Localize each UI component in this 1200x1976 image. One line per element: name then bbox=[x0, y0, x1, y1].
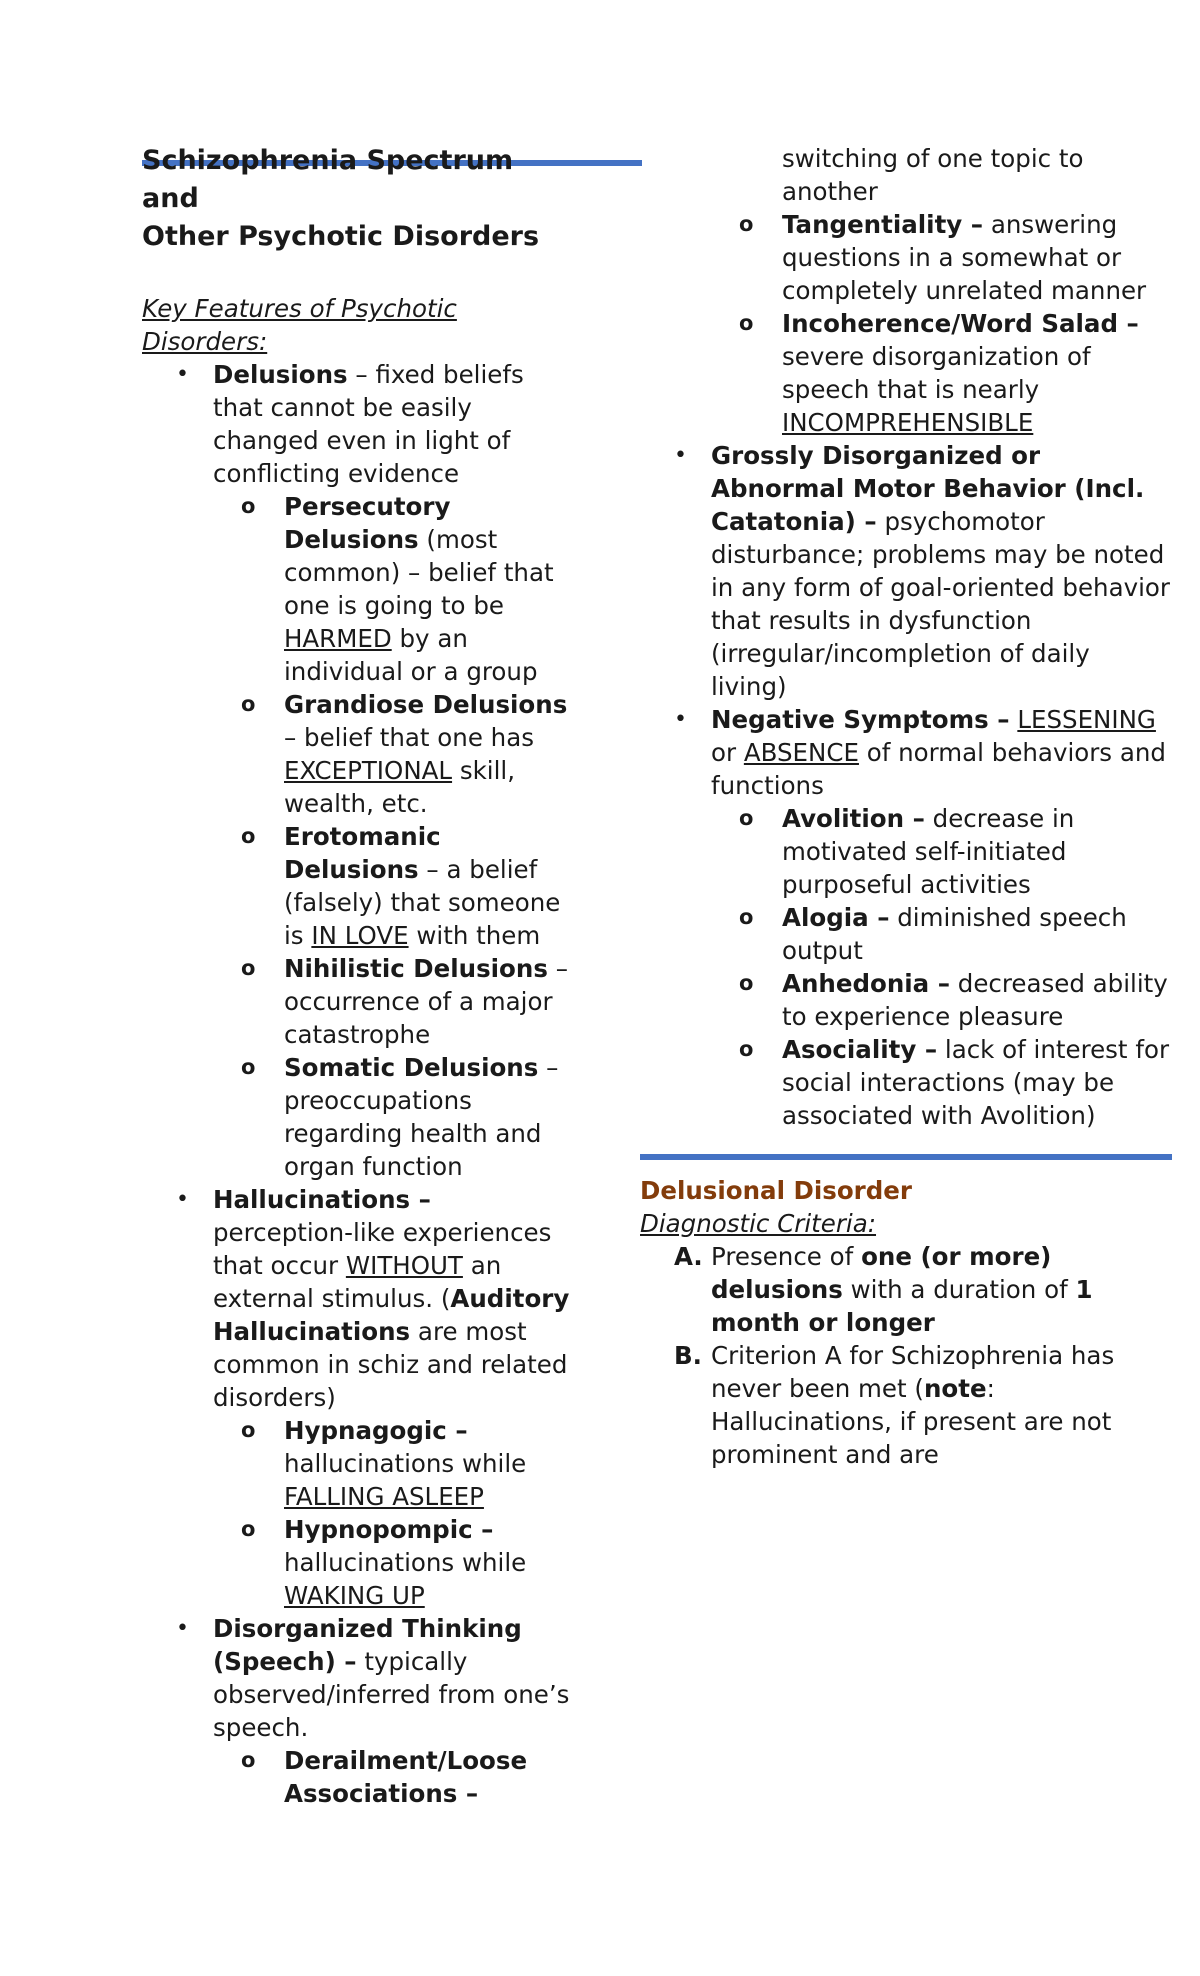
list-item-disorganized-thinking bbox=[142, 1612, 572, 1810]
desc-end: skill, wealth, etc. bbox=[284, 756, 516, 818]
term: Hypnagogic – bbox=[284, 1416, 468, 1445]
list-item-incoherence bbox=[640, 307, 1170, 439]
desc-end: with them bbox=[408, 921, 541, 950]
emphasis: FALLING ASLEEP bbox=[284, 1482, 484, 1511]
emphasis: HARMED bbox=[284, 624, 392, 653]
list-item-tangentiality bbox=[640, 208, 1170, 307]
criterion-label: B. bbox=[674, 1341, 702, 1370]
term: Anhedonia – bbox=[782, 969, 950, 998]
sub-marker: o bbox=[739, 905, 754, 929]
desc: switching of one topic to another bbox=[782, 144, 1084, 206]
emphasis: INCOMPREHENSIBLE bbox=[782, 408, 1034, 437]
list-item-delusions bbox=[142, 358, 572, 1183]
desc: decrease in motivated self-initiated purposeful activities bbox=[782, 804, 1075, 899]
term: Delusions bbox=[213, 360, 348, 389]
key-features-heading: Key Features of Psychotic Disorders: bbox=[142, 294, 457, 356]
right-column bbox=[640, 142, 1170, 1471]
emphasis: WAKING UP bbox=[284, 1581, 425, 1610]
emphasis: IN LOVE bbox=[311, 921, 409, 950]
desc: Presence of bbox=[711, 1242, 862, 1271]
desc-end: by an individual or a group bbox=[284, 624, 538, 686]
term: Erotomanic Delusions bbox=[284, 822, 441, 884]
bullet-marker: • bbox=[674, 707, 687, 732]
sub-marker: o bbox=[241, 824, 256, 848]
criterion-a bbox=[640, 1240, 1170, 1339]
desc: – preoccupations regarding health and organ function bbox=[284, 1053, 559, 1181]
sub-marker: o bbox=[739, 971, 754, 995]
list-item-derailment bbox=[213, 1744, 572, 1810]
list-item-motor-behavior bbox=[640, 439, 1170, 703]
term: Hypnopompic – bbox=[284, 1515, 494, 1544]
left-column bbox=[142, 142, 572, 1810]
desc: lack of interest for social interactions (may be associated with Avolition) bbox=[782, 1035, 1170, 1130]
bullet-marker: • bbox=[176, 362, 189, 387]
desc: of normal behaviors and functions bbox=[711, 738, 1166, 800]
term: Derailment/Loose Associations – bbox=[284, 1746, 528, 1808]
page-title bbox=[142, 142, 572, 256]
emphasis: EXCEPTIONAL bbox=[284, 756, 453, 785]
desc: hallucinations while bbox=[284, 1548, 527, 1577]
list-item-hallucinations bbox=[142, 1183, 572, 1612]
section-subtitle: Diagnostic Criteria: bbox=[640, 1209, 877, 1238]
desc: answering questions in a somewhat or completely unrelated manner bbox=[782, 210, 1147, 305]
term: Alogia – bbox=[782, 903, 890, 932]
list-item-grandiose bbox=[213, 688, 572, 820]
term: Grandiose Delusions bbox=[284, 690, 568, 719]
sub-marker: o bbox=[739, 212, 754, 236]
key-features-list bbox=[142, 358, 572, 1810]
emphasis: note bbox=[923, 1374, 987, 1403]
thinking-types-right bbox=[640, 142, 1170, 439]
title-line-2: Other Psychotic Disorders bbox=[142, 221, 540, 252]
sub-marker: o bbox=[241, 1517, 256, 1541]
list-item-alogia bbox=[711, 901, 1170, 967]
desc: – occurrence of a major catastrophe bbox=[284, 954, 568, 1049]
term: Disorganized Thinking (Speech) – bbox=[213, 1614, 522, 1676]
desc: are most common in schiz and related disorders) bbox=[213, 1317, 568, 1412]
sub-marker: o bbox=[241, 692, 256, 716]
symptoms-list-right bbox=[640, 439, 1170, 1132]
list-item-persecutory bbox=[213, 490, 572, 688]
desc: psychomotor disturbance; problems may be noted in any form of goal-oriented behavior that results in dysfunction (irregular/incompletion of daily living) bbox=[711, 507, 1170, 701]
desc: typically observed/inferred from one’s speech. bbox=[213, 1647, 570, 1742]
term: Tangentiality – bbox=[782, 210, 984, 239]
term: Persecutory Delusions bbox=[284, 492, 451, 554]
desc: severe disorganization of speech that is nearly bbox=[782, 342, 1091, 404]
emphasis: WITHOUT bbox=[345, 1251, 463, 1280]
list-item-avolition bbox=[711, 802, 1170, 901]
section-title: Delusional Disorder bbox=[640, 1176, 912, 1205]
term: Nihilistic Delusions bbox=[284, 954, 548, 983]
thinking-types-left bbox=[213, 1744, 572, 1810]
term: Avolition – bbox=[782, 804, 925, 833]
desc: (most common) – belief that one is going to be bbox=[284, 525, 554, 620]
list-item-derailment-cont bbox=[640, 142, 1170, 208]
desc: – belief that one has bbox=[284, 723, 534, 752]
list-item-hypnopompic bbox=[213, 1513, 572, 1612]
criteria-list bbox=[640, 1240, 1170, 1471]
bullet-marker: • bbox=[674, 443, 687, 468]
term: Hallucinations – bbox=[213, 1185, 431, 1214]
emphasis: 1 month or longer bbox=[711, 1275, 1093, 1337]
sub-marker: o bbox=[739, 806, 754, 830]
desc: perception-like experiences that occur bbox=[213, 1218, 552, 1280]
list-item-asociality bbox=[711, 1033, 1170, 1132]
desc: with a duration of bbox=[842, 1275, 1076, 1304]
desc: decreased ability to experience pleasure bbox=[782, 969, 1168, 1031]
desc: hallucinations while bbox=[284, 1449, 527, 1478]
negative-symptom-types bbox=[711, 802, 1170, 1132]
sub-marker: o bbox=[739, 311, 754, 335]
title-block bbox=[142, 142, 572, 256]
desc: diminished speech output bbox=[782, 903, 1127, 965]
sub-marker: o bbox=[241, 1055, 256, 1079]
sub-marker: o bbox=[241, 1418, 256, 1442]
term: Asociality – bbox=[782, 1035, 938, 1064]
desc: : Hallucinations, if present are not prominent and are bbox=[711, 1374, 1112, 1469]
list-item-negative-symptoms bbox=[640, 703, 1170, 1132]
bullet-marker: • bbox=[176, 1187, 189, 1212]
term: Negative Symptoms – bbox=[711, 705, 1010, 734]
desc: – fixed beliefs that cannot be easily changed even in light of conflicting evidence bbox=[213, 360, 524, 488]
emphasis: LESSENING bbox=[1017, 705, 1156, 734]
list-item-somatic bbox=[213, 1051, 572, 1183]
list-item-anhedonia bbox=[711, 967, 1170, 1033]
list-item-erotomanic bbox=[213, 820, 572, 952]
desc: – a belief (falsely) that someone is bbox=[284, 855, 561, 950]
desc: an external stimulus. ( bbox=[213, 1251, 502, 1313]
sub-marker: o bbox=[739, 1037, 754, 1061]
term: Somatic Delusions bbox=[284, 1053, 539, 1082]
hallucination-types bbox=[213, 1414, 572, 1612]
bullet-marker: • bbox=[176, 1616, 189, 1641]
term: Incoherence/Word Salad – bbox=[782, 309, 1139, 338]
desc: Criterion A for Schizophrenia has never been met ( bbox=[711, 1341, 1115, 1403]
term: Grossly Disorganized or Abnormal Motor Behavior (Incl. Catatonia) – bbox=[711, 441, 1145, 536]
sub-marker: o bbox=[241, 1748, 256, 1772]
section-rule bbox=[640, 1154, 1172, 1160]
criterion-label: A. bbox=[674, 1242, 703, 1271]
title-line-1: Schizophrenia Spectrum and bbox=[142, 145, 514, 214]
delusion-types bbox=[213, 490, 572, 1183]
sub-marker: o bbox=[241, 494, 256, 518]
term-inline: Auditory Hallucinations bbox=[213, 1284, 570, 1346]
list-item-hypnagogic bbox=[213, 1414, 572, 1513]
criterion-b bbox=[640, 1339, 1170, 1471]
emphasis: ABSENCE bbox=[743, 738, 859, 767]
emphasis: one (or more) delusions bbox=[711, 1242, 1052, 1304]
desc: or bbox=[711, 738, 744, 767]
sub-marker: o bbox=[241, 956, 256, 980]
list-item-nihilistic bbox=[213, 952, 572, 1051]
